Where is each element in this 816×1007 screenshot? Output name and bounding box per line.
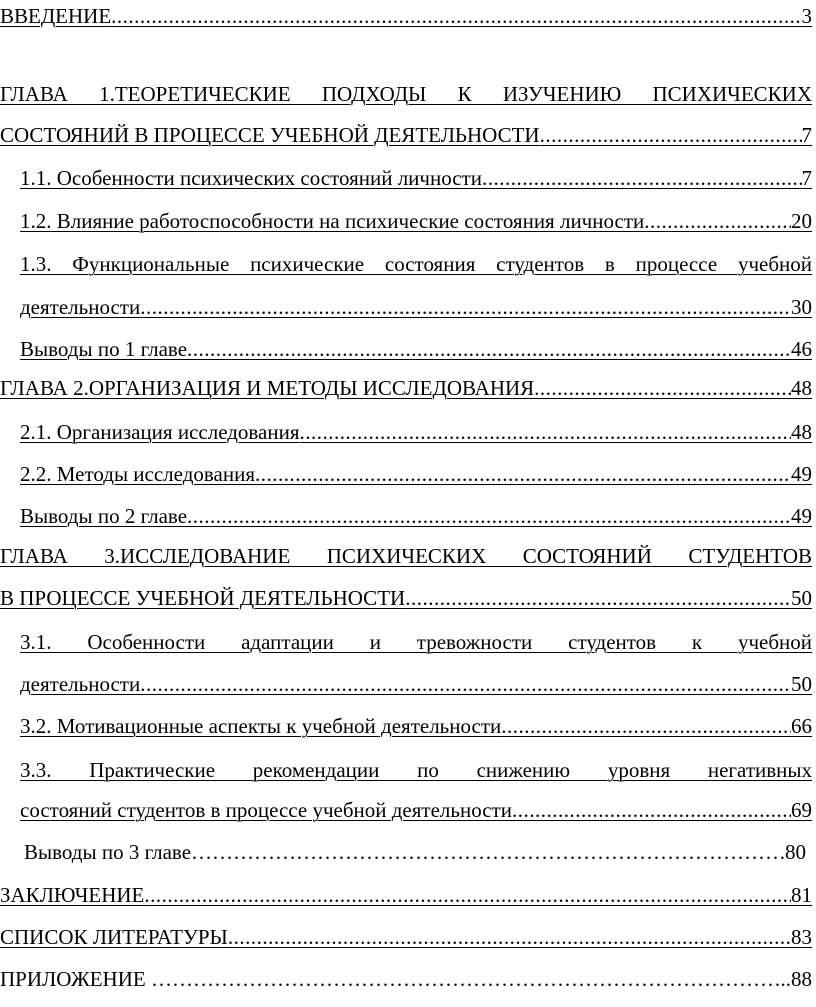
toc-page-number: ..88 bbox=[780, 967, 812, 991]
dot-leader bbox=[140, 670, 791, 698]
toc-page-number: 83 bbox=[791, 925, 812, 949]
toc-page-number: 49 bbox=[791, 462, 812, 486]
dot-leader bbox=[405, 584, 791, 612]
dot-leader bbox=[512, 796, 791, 824]
toc-entry-chapter-1[interactable] bbox=[0, 121, 812, 149]
toc-entry-title: 3.2. Мотивационные аспекты к учебной деятельности bbox=[20, 714, 502, 738]
toc-entry-appendix[interactable] bbox=[0, 965, 812, 993]
toc-entry-title: ГЛАВА 2.ОРГАНИЗАЦИЯ И МЕТОДЫ ИССЛЕДОВАНИЯ bbox=[0, 376, 535, 400]
ellipsis-leader bbox=[151, 965, 781, 993]
dot-leader bbox=[534, 374, 791, 402]
toc-entry-title: деятельности bbox=[20, 295, 141, 319]
toc-page-number: 69 bbox=[791, 798, 812, 822]
toc-page-number: 50 bbox=[791, 672, 812, 696]
toc-entry-chapter-2[interactable] bbox=[0, 374, 812, 402]
dot-leader bbox=[228, 923, 791, 951]
toc-entry-title: деятельности bbox=[20, 672, 141, 696]
toc-entry-conclusions-2[interactable] bbox=[20, 502, 812, 530]
toc-page-number: 7 bbox=[801, 123, 812, 147]
toc-chapter-3-line1[interactable]: ГЛАВА 3.ИССЛЕДОВАНИЕ ПСИХИЧЕСКИХ СОСТОЯНИЙ СТУДЕНТОВ bbox=[0, 544, 812, 568]
toc-entry-title: СПИСОК ЛИТЕРАТУРЫ bbox=[0, 925, 228, 949]
ellipsis-leader bbox=[191, 838, 780, 866]
toc-entry-title: 1.2. Влияние работоспособности на психические состояния личности bbox=[20, 209, 645, 233]
toc-entry-2-1[interactable] bbox=[20, 418, 812, 446]
toc-entry-title: 1.1. Особенности психических состояний личности bbox=[20, 166, 482, 190]
toc-page-number: 81 bbox=[791, 883, 812, 907]
dot-leader bbox=[501, 712, 791, 740]
dot-leader bbox=[111, 2, 801, 30]
toc-entry-1-3-line1[interactable]: 1.3. Функциональные психические состояния студентов в процессе учебной bbox=[20, 252, 812, 276]
toc-entry-title: 2.1. Организация исследования bbox=[20, 420, 300, 444]
dot-leader bbox=[300, 418, 791, 446]
toc-entry-title: ВВЕДЕНИЕ bbox=[0, 4, 112, 28]
toc-entry-2-2[interactable] bbox=[20, 460, 812, 488]
toc-page-number: 46 bbox=[791, 337, 812, 361]
toc-entry-title: СОСТОЯНИЙ В ПРОЦЕССЕ УЧЕБНОЙ ДЕЯТЕЛЬНОСТИ bbox=[0, 123, 540, 147]
toc-page-number: 66 bbox=[791, 714, 812, 738]
dot-leader bbox=[187, 502, 791, 530]
toc-entry-chapter-3[interactable] bbox=[0, 584, 812, 612]
toc-entry-conclusions-3[interactable] bbox=[24, 838, 806, 866]
toc-entry-title: состояний студентов в процессе учебной деятельности bbox=[20, 798, 512, 822]
toc-page-number: 3 bbox=[801, 4, 812, 28]
toc-entry-3-2[interactable] bbox=[20, 712, 812, 740]
toc-entry-title: ЗАКЛЮЧЕНИЕ bbox=[0, 883, 145, 907]
toc-entry-title: В ПРОЦЕССЕ УЧЕБНОЙ ДЕЯТЕЛЬНОСТИ bbox=[0, 586, 406, 610]
toc-entry-conclusion[interactable] bbox=[0, 881, 812, 909]
dot-leader bbox=[187, 335, 791, 363]
toc-page-number: 48 bbox=[791, 376, 812, 400]
dot-leader bbox=[540, 121, 802, 149]
toc-entry-3-3[interactable] bbox=[20, 796, 812, 824]
toc-entry-title: Выводы по 3 главе bbox=[24, 840, 192, 864]
toc-page-number: 50 bbox=[791, 586, 812, 610]
dot-leader bbox=[482, 164, 802, 192]
toc-page-number: 20 bbox=[791, 209, 812, 233]
toc-page-number: 48 bbox=[791, 420, 812, 444]
toc-entry-title: Выводы по 1 главе bbox=[20, 337, 188, 361]
dot-leader bbox=[255, 460, 791, 488]
toc-entry-1-1[interactable] bbox=[20, 164, 812, 192]
toc-page-number: 49 bbox=[791, 504, 812, 528]
toc-page-number: 30 bbox=[791, 295, 812, 319]
dot-leader bbox=[644, 207, 791, 235]
toc-chapter-1-line1[interactable]: ГЛАВА 1.ТЕОРЕТИЧЕСКИЕ ПОДХОДЫ К ИЗУЧЕНИЮ ПСИХИЧЕСКИХ bbox=[0, 82, 812, 106]
toc-entry-intro[interactable] bbox=[0, 2, 812, 30]
toc-entry-1-3[interactable] bbox=[20, 293, 812, 321]
toc-entry-title: Выводы по 2 главе bbox=[20, 504, 188, 528]
toc-entry-title: 2.2. Методы исследования bbox=[20, 462, 255, 486]
toc-entry-title: ПРИЛОЖЕНИЕ bbox=[0, 967, 151, 991]
toc-entry-references[interactable] bbox=[0, 923, 812, 951]
toc-entry-3-1-line1[interactable]: 3.1. Особенности адаптации и тревожности студентов к учебной bbox=[20, 630, 812, 654]
toc-entry-3-1[interactable] bbox=[20, 670, 812, 698]
toc-entry-3-3-line1[interactable]: 3.3. Практические рекомендации по снижению уровня негативных bbox=[20, 758, 812, 782]
toc-entry-conclusions-1[interactable] bbox=[20, 335, 812, 363]
toc-entry-1-2[interactable] bbox=[20, 207, 812, 235]
dot-leader bbox=[144, 881, 791, 909]
toc-page-number: 7 bbox=[801, 166, 812, 190]
toc-page-number: .80 bbox=[779, 840, 806, 864]
dot-leader bbox=[140, 293, 791, 321]
